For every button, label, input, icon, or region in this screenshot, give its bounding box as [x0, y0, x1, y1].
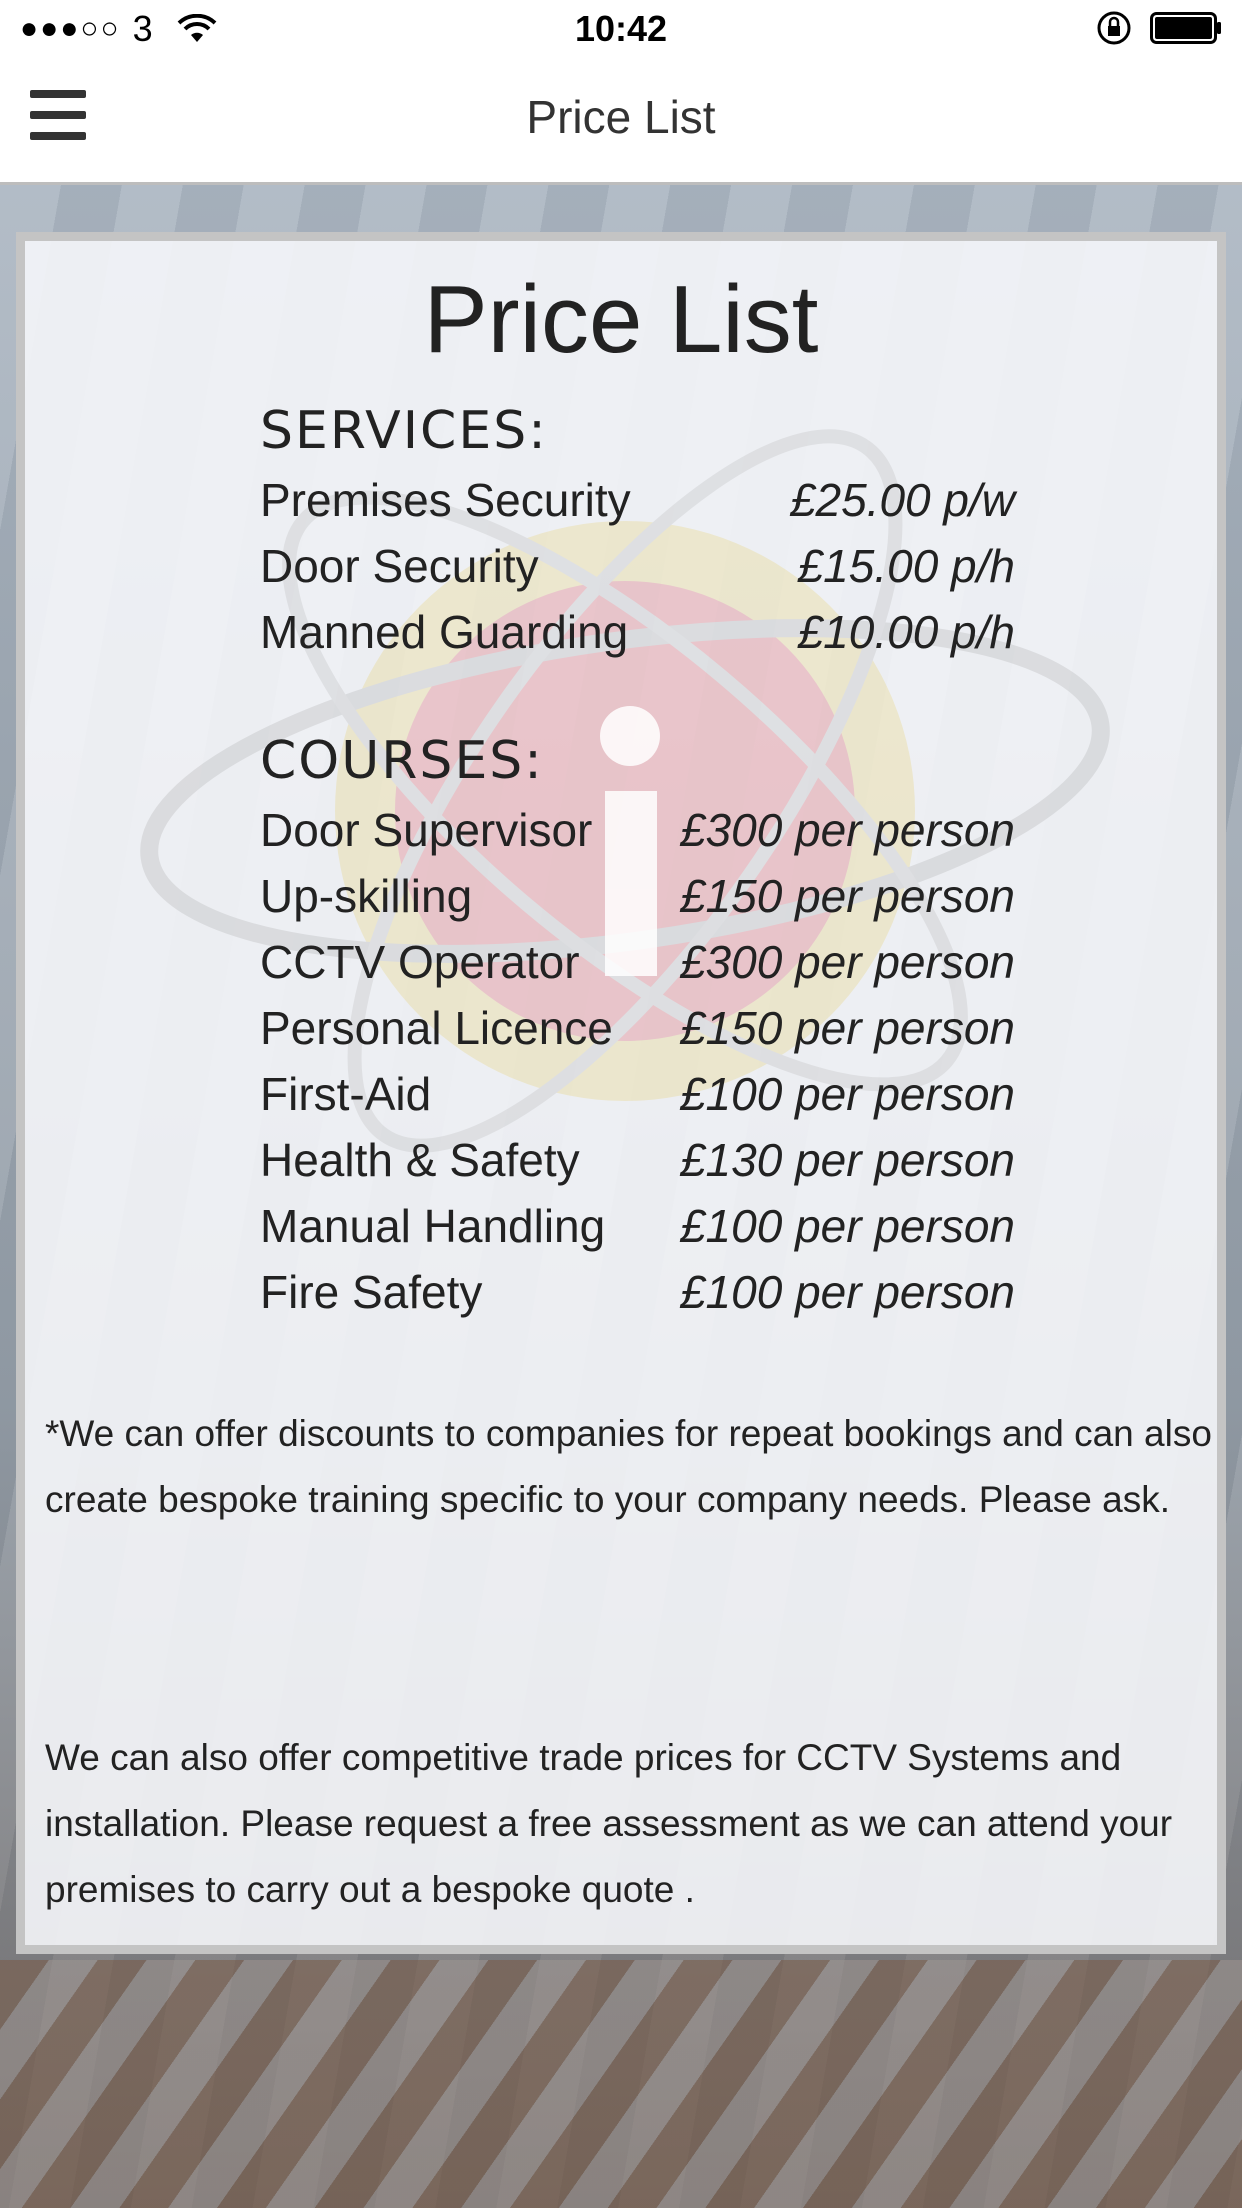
courses-heading: COURSES:: [260, 731, 544, 791]
course-price: £300 per person: [679, 804, 1015, 856]
course-name: Door Supervisor: [260, 804, 593, 856]
course-name: CCTV Operator: [260, 936, 580, 988]
course-row: [260, 803, 1015, 863]
price-list-card: [16, 232, 1226, 1954]
course-row: [260, 1265, 1015, 1325]
course-price: £150 per person: [679, 870, 1015, 922]
status-right: [1096, 10, 1222, 46]
course-name: Personal Licence: [260, 1002, 613, 1054]
services-heading: SERVICES:: [260, 401, 548, 461]
navigation-bar: [0, 62, 1242, 185]
course-row: [260, 1199, 1015, 1259]
course-name: Health & Safety: [260, 1134, 580, 1186]
course-name: First-Aid: [260, 1068, 432, 1120]
service-row: [260, 605, 1015, 665]
company-logo-watermark-icon: [85, 281, 1205, 1281]
service-price: £15.00 p/h: [797, 540, 1015, 592]
course-price: £100 per person: [679, 1068, 1015, 1120]
carrier-name: 3: [132, 8, 153, 49]
course-name: Manual Handling: [260, 1200, 606, 1252]
course-name: Fire Safety: [260, 1266, 483, 1318]
service-price: £10.00 p/h: [797, 606, 1015, 658]
course-price: £150 per person: [679, 1002, 1015, 1054]
service-name: Manned Guarding: [260, 606, 629, 658]
service-name: Door Security: [260, 540, 539, 592]
service-price: £25.00 p/w: [789, 474, 1015, 526]
status-time: 10:42: [574, 8, 668, 49]
course-row: [260, 1067, 1015, 1127]
cctv-note: We can also offer competitive trade prices for CCTV Systems and installation. Please request a free assessment as we can attend your premises to carry out a bespoke quote .: [45, 1737, 1173, 1910]
status-bar: [0, 0, 1242, 62]
course-price: £130 per person: [679, 1134, 1015, 1186]
nav-title: Price List: [526, 91, 716, 143]
service-name: Premises Security: [260, 474, 631, 526]
signal-strength-icon: ●●●○○: [20, 12, 121, 45]
battery-icon: [1150, 12, 1222, 44]
page-heading: Price List: [423, 266, 819, 373]
background-image-bottom: [0, 1960, 1242, 2208]
service-row: [260, 473, 1015, 533]
course-name: Up-skilling: [260, 870, 473, 922]
course-price: £300 per person: [679, 936, 1015, 988]
course-row: [260, 869, 1015, 929]
course-price: £100 per person: [679, 1266, 1015, 1318]
course-row: [260, 1133, 1015, 1193]
discount-note: *We can offer discounts to companies for repeat bookings and can also create bespoke training specific to your company needs. Please ask.: [45, 1413, 1212, 1520]
rotation-lock-icon: [1096, 10, 1132, 46]
course-row: [260, 1001, 1015, 1061]
course-price: £100 per person: [679, 1200, 1015, 1252]
course-row: [260, 935, 1015, 995]
service-row: [260, 539, 1015, 599]
